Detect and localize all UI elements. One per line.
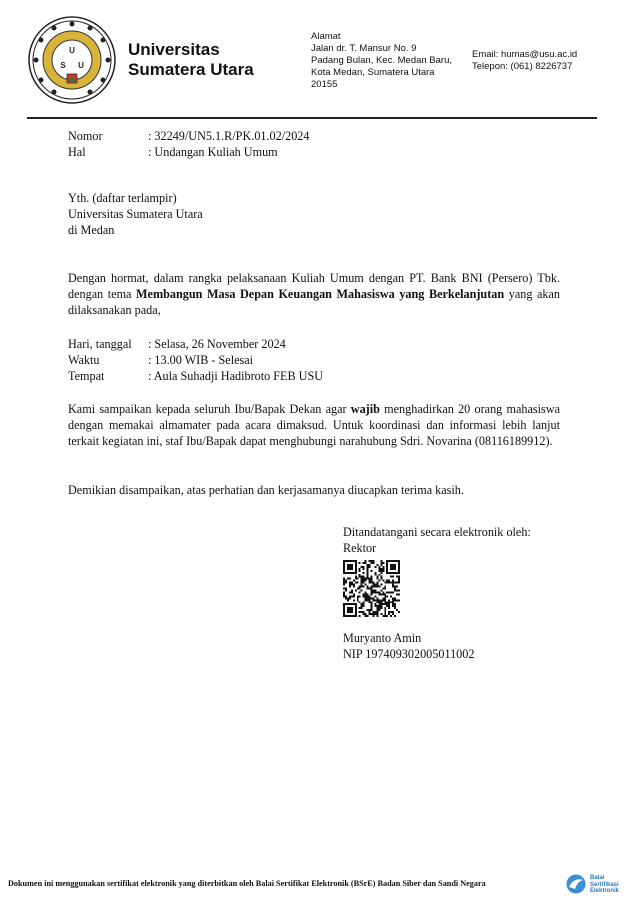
hal-label: Hal xyxy=(68,145,86,160)
bsre-text-line-3: Elektronik xyxy=(590,888,620,894)
request-text-2: menghadirkan 20 orang mahasiswa dengan memakai almamater pada acara dimaksud. Untuk koordinasi dan informasi lebih lanjut terkait kegiatan ini, staf Ibu/Bapak dapat menghubungi narahubung Sdri. Novarina (08116189912). xyxy=(68,402,560,449)
contact-block xyxy=(472,49,577,73)
university-name-line2: Sumatera Utara xyxy=(128,60,254,79)
university-seal-logo xyxy=(28,16,116,104)
signer-name: Muryanto Amin xyxy=(343,631,422,645)
footer-notice: Dokumen ini menggunakan sertifikat elektronik yang diterbitkan oleh Balai Sertifikat Elektronik (BSrE) Badan Siber dan Sandi Negara xyxy=(8,879,486,888)
svg-text:S: S xyxy=(60,61,66,70)
letter-meta xyxy=(68,128,588,160)
bsre-text-line-1: Balai xyxy=(590,875,605,881)
recipient-line-3: di Medan xyxy=(68,223,115,238)
signed-by-text: Ditandatangani secara elektronik oleh: xyxy=(343,525,531,539)
address-line-2: Padang Bulan, Kec. Medan Baru, xyxy=(311,55,453,66)
bsre-text-line-2: Sertifikasi xyxy=(590,881,619,888)
svg-text:U: U xyxy=(78,61,84,70)
theme-text: Membangun Masa Depan Keuangan Mahasiswa yang Berkelanjutan xyxy=(136,287,505,302)
address-label: Alamat xyxy=(311,31,341,42)
signer-nip: NIP 197409302005011002 xyxy=(343,647,475,662)
phone-text: Telepon: (061) 8226737 xyxy=(472,61,573,72)
signature-qr-code xyxy=(343,560,400,617)
address-line-1: Jalan dr. T. Mansur No. 9 xyxy=(311,43,417,54)
address-line-3: Kota Medan, Sumatera Utara xyxy=(311,67,435,78)
recipient-line-1: Yth. (daftar terlampir) xyxy=(68,191,177,205)
place-label: Tempat xyxy=(68,369,105,384)
university-name xyxy=(128,40,254,80)
bsre-logo-text xyxy=(590,875,619,895)
recipient-line-2: Universitas Sumatera Utara xyxy=(68,207,203,222)
intro-text-2: yang akan dilaksanakan pada, xyxy=(68,287,560,318)
nomor-value: : 32249/UN5.1.R/PK.01.02/2024 xyxy=(148,129,310,143)
hal-value: : Undangan Kuliah Umum xyxy=(148,145,278,160)
address-line-4: 20155 xyxy=(311,79,338,90)
paragraph-request xyxy=(68,401,560,450)
intro-text-1: Dengan hormat, dalam rangka pelaksanaan Kuliah Umum dengan PT. Bank BNI (Persero) Tbk. dengan tema xyxy=(68,271,560,302)
schedule-block xyxy=(68,336,548,385)
recipient-block xyxy=(68,190,468,239)
paragraph-intro xyxy=(68,270,560,319)
request-text-1: Kami sampaikan kepada seluruh Ibu/Bapak Dekan agar xyxy=(68,402,351,416)
date-label: Hari, tanggal xyxy=(68,337,132,351)
time-label: Waktu xyxy=(68,353,100,368)
email-text: Email: humas@usu.ac.id xyxy=(472,49,578,60)
svg-text:U: U xyxy=(69,46,75,55)
date-value: : Selasa, 26 November 2024 xyxy=(148,337,286,351)
address-block xyxy=(311,31,452,91)
signature-header xyxy=(343,524,603,556)
header-divider xyxy=(27,117,597,119)
paragraph-closing: Demikian disampaikan, atas perhatian dan kerjasamanya diucapkan terima kasih. xyxy=(68,483,464,497)
time-value: : 13.00 WIB - Selesai xyxy=(148,353,254,368)
signer-title: Rektor xyxy=(343,541,377,556)
signer-block xyxy=(343,630,603,662)
university-name-line1: Universitas xyxy=(128,40,220,59)
mandatory-text: wajib xyxy=(350,402,380,416)
nomor-label: Nomor xyxy=(68,129,103,143)
place-value: : Aula Suhadji Hadibroto FEB USU xyxy=(148,369,324,384)
